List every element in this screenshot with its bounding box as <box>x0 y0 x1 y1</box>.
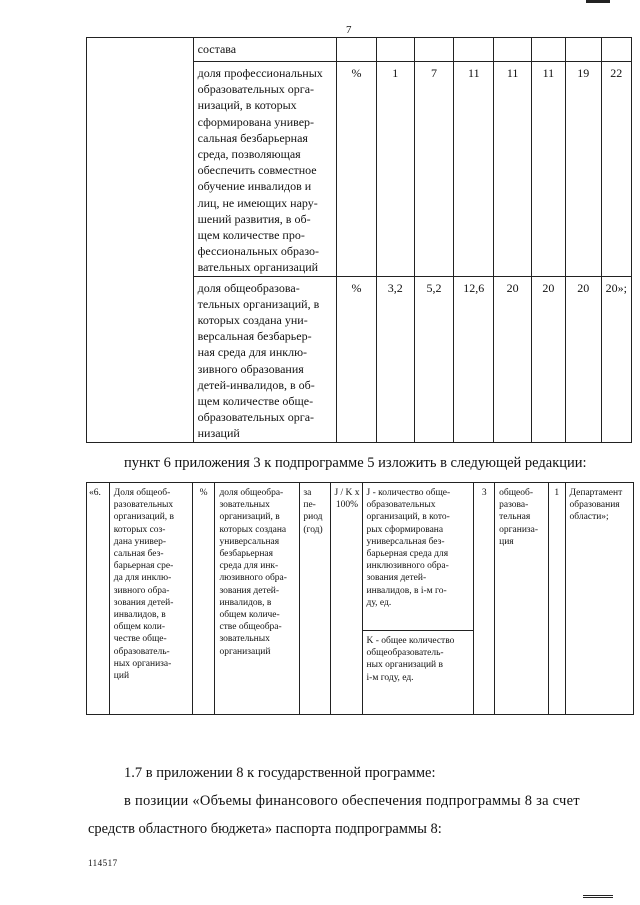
indicator-name: Доля общеоб- разовательных организаций, в которых соз- дана универ- сальная без- барьерная сре- да для инклю- зивного обра- зования детей- инвалидов, в общем коли- честве обще- образователь- ных организа- ций <box>109 483 192 715</box>
empty-cell <box>87 38 194 443</box>
code-cell: 1 <box>548 483 565 715</box>
method-cell: 3 <box>474 483 495 715</box>
value-cell: 7 <box>414 62 454 277</box>
row-label: состава <box>193 38 336 62</box>
unit-cell: % <box>192 483 215 715</box>
row-label: доля общеобразова- тельных организаций, в которых создана уни- версальная безбарьер- ная среда для инклю- зивного образования детей-инвалидов, в об- щем количестве обще- образовательных орга- низаций <box>193 276 336 442</box>
unit-observation-cell: общеоб- разова- тельная организа- ция <box>495 483 549 715</box>
document-code: 114517 <box>88 858 118 868</box>
paragraph: 1.7 в приложении 8 к государственной программе: <box>124 765 436 781</box>
paragraph: пункт 6 приложения 3 к подпрограмме 5 изложить в следующей редакции: <box>124 455 587 471</box>
value-cell: 22 <box>601 62 631 277</box>
value-cell: 20 <box>494 276 532 442</box>
formula-cell: J / K x 100% <box>331 483 362 715</box>
scan-mark-bottom <box>583 895 613 901</box>
value-cell: 11 <box>454 62 494 277</box>
variable-j-cell: J - количество обще- образовательных организаций, в кото- рых сформирована универсальная без- барьерная среда для инклюзивного обра- зования детей- инвалидов, в i-м го- ду, ед. <box>362 483 474 631</box>
table-row <box>87 483 634 631</box>
value-cell: 20 <box>565 276 601 442</box>
value-cell: 11 <box>531 62 565 277</box>
value-cell: 20»; <box>601 276 631 442</box>
row-label: доля профессиональных образовательных орга- низаций, в которых сформирована универ- сальная безбарьерная среда, позволяющая обеспечить совместное обучение инвалидов и лиц, не имеющих нару- шений развития, в об- щем количестве про- фессиональных образо- вательных организаций <box>193 62 336 277</box>
value-cell: 3,2 <box>376 276 414 442</box>
unit-cell: % <box>337 62 377 277</box>
paragraph: в позиции «Объемы финансового обеспечения подпрограммы 8 за счет <box>124 793 580 809</box>
value-cell: 11 <box>494 62 532 277</box>
value-cell: 5,2 <box>414 276 454 442</box>
row-number: «6. <box>87 483 110 715</box>
passport-table <box>86 482 634 715</box>
unit-cell: % <box>337 276 377 442</box>
definition-cell: доля общеобра- зовательных организаций, в которых создана универсальная безбарьерная среда для инк- люзивного обра- зования детей- инвалидов, в общем количе- стве общеобра- зовательных организаций <box>215 483 300 715</box>
indicators-table <box>86 37 632 443</box>
page-number: 7 <box>346 24 352 36</box>
responsible-cell: Департамент образования области»; <box>565 483 633 715</box>
value-cell: 19 <box>565 62 601 277</box>
value-cell: 12,6 <box>454 276 494 442</box>
paragraph: средств областного бюджета» паспорта подпрограммы 8: <box>88 821 442 837</box>
variable-k-cell: K - общее количество общеобразователь- ных организаций в i-м году, ед. <box>362 631 474 715</box>
period-cell: за пе- риод (год) <box>300 483 331 715</box>
table-row <box>87 38 632 62</box>
value-cell: 1 <box>376 62 414 277</box>
scan-mark-top <box>586 0 610 3</box>
value-cell: 20 <box>531 276 565 442</box>
